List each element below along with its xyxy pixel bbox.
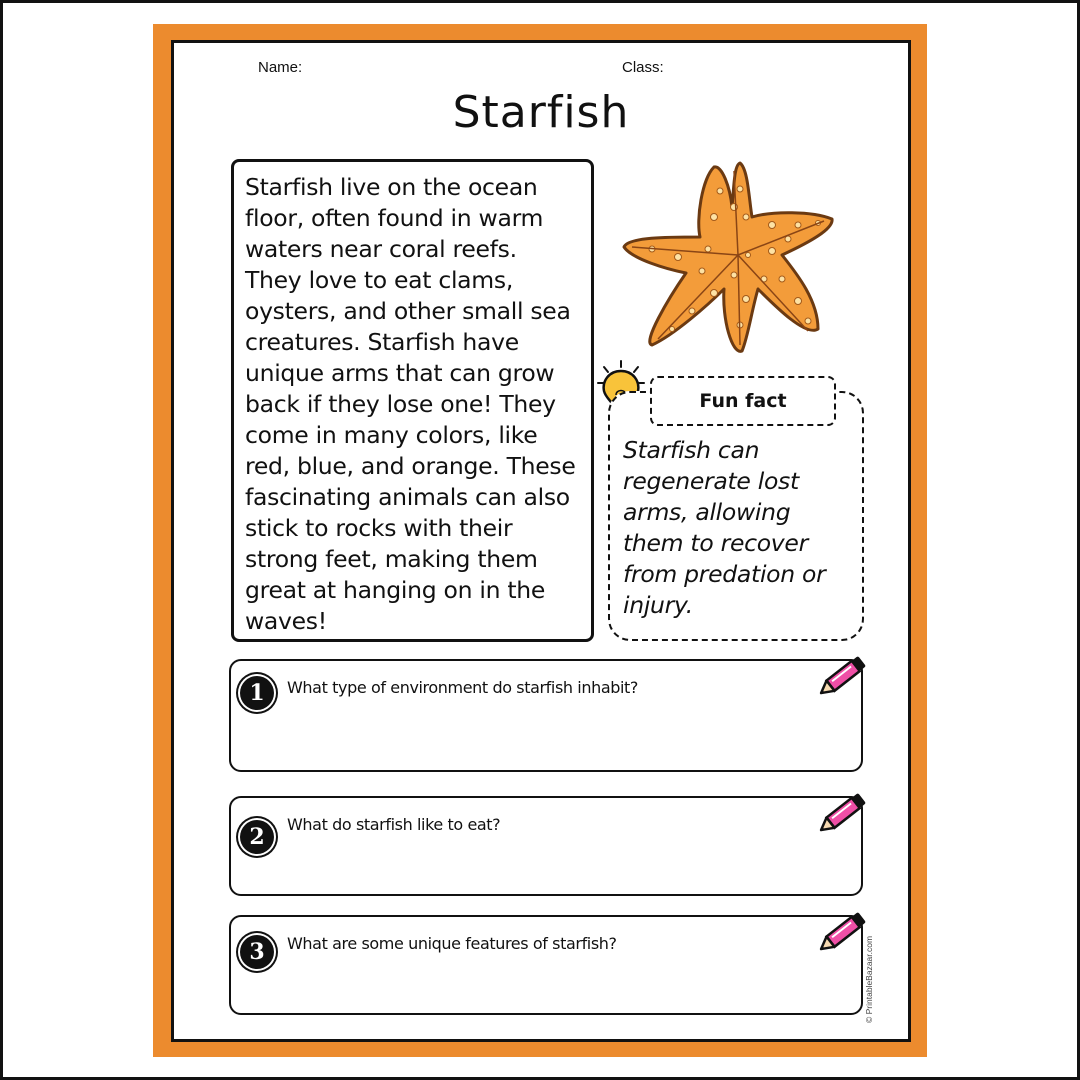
question-2-text: What do starfish like to eat? bbox=[287, 815, 501, 834]
question-1-answer-box[interactable] bbox=[229, 659, 863, 772]
question-number-badge: 2 bbox=[240, 820, 274, 854]
fun-fact-text: Starfish can regenerate lost arms, allowing them to recover from predation or injury. bbox=[623, 436, 826, 619]
question-number-badge: 1 bbox=[240, 676, 274, 710]
starfish-illustration bbox=[622, 159, 842, 355]
worksheet-page bbox=[171, 40, 911, 1042]
pencil-icon bbox=[819, 651, 871, 699]
fun-fact-label: Fun fact bbox=[650, 376, 836, 426]
question-2-answer-box[interactable] bbox=[229, 796, 863, 896]
copyright-text: © PrintableBazaar.com bbox=[864, 935, 874, 1023]
page-title: Starfish bbox=[452, 87, 630, 138]
pencil-icon bbox=[819, 788, 871, 836]
reading-passage: Starfish live on the ocean floor, often found in warm waters near coral reefs. They love to eat clams, oysters, and other small sea creatures. Starfish have unique arms that can grow back if they lose one! They come in many colors, like red, blue, and orange. These fascinating animals can also stick to rocks with their strong feet, making them great at hanging on in the waves! bbox=[231, 159, 594, 642]
question-number-badge: 3 bbox=[240, 935, 274, 969]
question-3-text: What are some unique features of starfish? bbox=[287, 934, 617, 953]
question-3-answer-box[interactable] bbox=[229, 915, 863, 1015]
question-1-text: What type of environment do starfish inhabit? bbox=[287, 678, 639, 697]
class-label: Class: bbox=[622, 59, 664, 76]
name-label: Name: bbox=[258, 59, 303, 76]
